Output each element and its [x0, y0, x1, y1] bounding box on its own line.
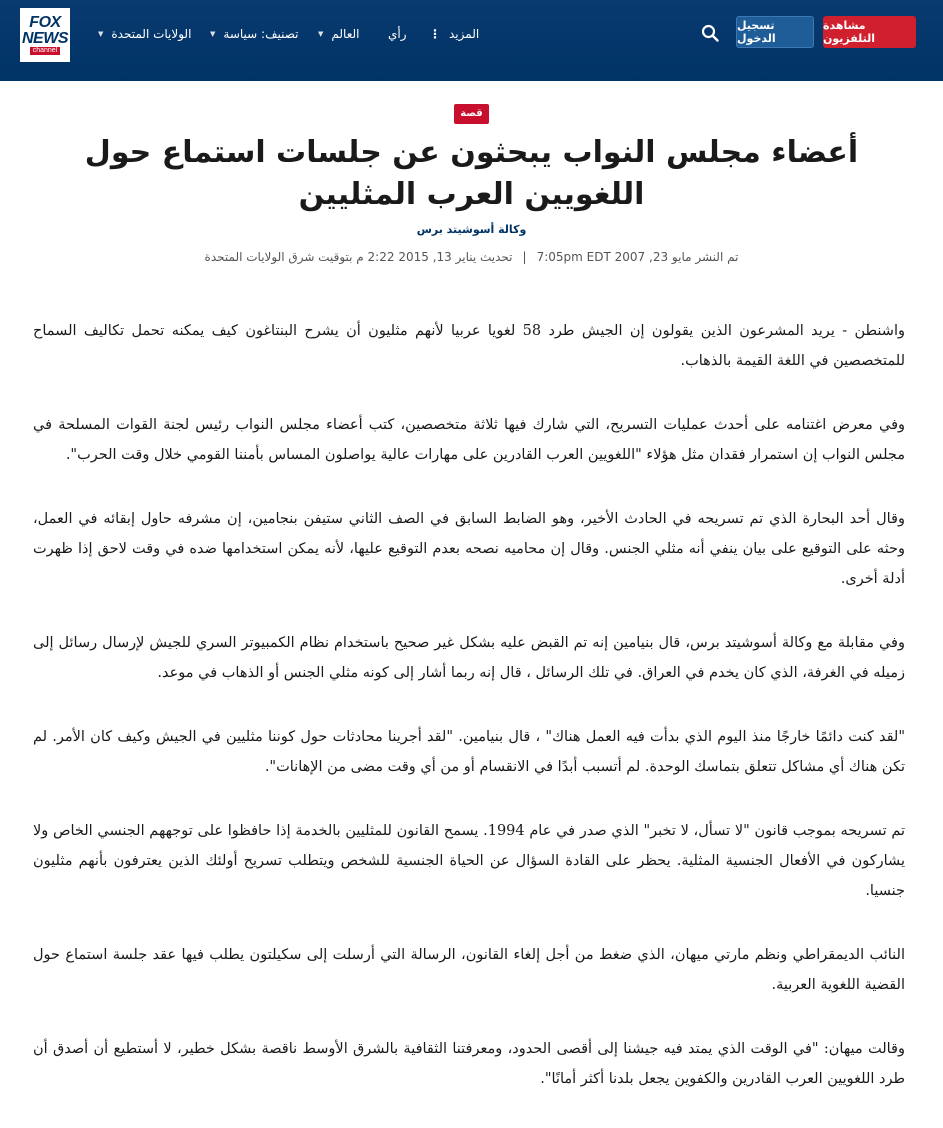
nav-item-world-label: العالم — [331, 27, 360, 41]
nav-item-opinion-label: رأي — [388, 27, 407, 41]
article-paragraph: وقال أحد البحارة الذي تم تسريحه في الحادث الأخير، وهو الضابط السابق في الصف الثاني ستيفن بنجامين، إن مشرفه حاول إبقائه في العمل، وحثه على التوقيع على بيان ينفي أنه مثلي الجنس. وقال إن محاميه نصحه بعدم التوقيع عليها، لأنه يمكن استخدامها ضده في وقت لاحق إذا ظهرت أدلة أخرى. — [33, 511, 905, 587]
article-paragraph: "لقد كنت دائمًا خارجًا منذ اليوم الذي بدأت فيه العمل هناك" ، قال بنيامين. "لقد أجرينا محادثات حول كوننا مثليين في الجيش وكيف كان الأمر. لم تكن هناك أي مشاكل تتعلق بتماسك الوحدة. لم أتسبب أبدًا في الانقسام أو من أي وقت مضى من الإهانات". — [33, 729, 905, 775]
article-header — [0, 81, 943, 264]
site-header — [0, 0, 943, 81]
updated-date: تحديث يناير 13, 2015 2:22 م بتوقيت شرق الولايات المتحدة — [204, 250, 513, 264]
article-paragraph: النائب الديمقراطي ونظم مارتي ميهان، الذي ضغط من أجل إلغاء القانون، الرسالة التي أرسلت إلى سكيلتون يطلب فيها عقد جلسة استماع حول القضية اللغوية العربية. — [33, 947, 905, 993]
article-paragraph: تم تسريحه بموجب قانون "لا تسأل، لا تخبر" الذي صدر في عام 1994. يسمح القانون للمثليين بالخدمة إذا حافظوا على توجههم الجنسي الخاص ولا يشاركون في الأفعال الجنسية المثلية. يحظر على القادة السؤال عن الحياة الجنسية للشخص ويتطلب تسريح أولئك الذين يعترفون بأنهم مثليون جنسيا. — [33, 823, 905, 899]
article-paragraph: وقالت ميهان: "في الوقت الذي يمتد فيه جيشنا إلى أقصى الحدود، ومعرفتنا الثقافية بالشرق الأوسط ناقصة بشكل خطير، لا أستطيع أن أصدق أن طرد اللغويين العرب القادرين والكفوين يجعل بلدنا أكثر أمانًا". — [33, 1041, 905, 1087]
nav-item-more[interactable] — [429, 24, 479, 44]
article-title: أعضاء مجلس النواب يبحثون عن جلسات استماع حول اللغويين العرب المثليين — [84, 135, 859, 212]
nav-item-us-label: الولايات المتحدة — [111, 27, 192, 41]
category-badge[interactable]: قصة — [454, 104, 488, 124]
nav-item-us[interactable] — [98, 24, 191, 44]
nav-item-politics-label: تصنيف: سياسة — [223, 27, 299, 41]
article-author[interactable]: وكالة أسوشيتد برس — [416, 223, 527, 236]
chevron-down-icon: ▼ — [98, 30, 104, 38]
nav-item-more-label: المزيد — [449, 27, 480, 41]
article-paragraph: وفي معرض اغتنامه على أحدث عمليات التسريح، التي شارك فيها ثلاثة متخصصين، كتب أعضاء مجلس النواب رئيس لجنة القوات المسلحة في مجلس النواب إن استمرار فقدان مثل هؤلاء "اللغويين العرب القادرين على مهارات عالية يواصلون المساس بأمننا القومي خلال وقت الحرب". — [33, 417, 905, 463]
search-icon[interactable] — [701, 24, 719, 42]
login-button[interactable]: تسجيل الدخول — [736, 16, 814, 48]
article-meta — [0, 250, 943, 264]
article-body — [33, 316, 905, 1128]
chevron-down-icon: ▼ — [210, 30, 216, 38]
more-dots-icon: ⋮ — [429, 27, 441, 41]
chevron-down-icon: ▼ — [318, 30, 324, 38]
logo-news: NEWS — [22, 30, 68, 47]
article-paragraph: وفي مقابلة مع وكالة أسوشيتد برس، قال بنيامين إنه تم القبض عليه بشكل غير صحيح باستخدام نظام الكمبيوتر السري للجيش لإرسال رسائل إلى زميله في الغرفة، الذي كان يخدم في العراق. في تلك الرسائل ، قال إنه ربما أشار إلى كونه مثلي الجنس أو الذهاب في موعد. — [33, 635, 905, 681]
published-date: تم النشر مايو 23, 2007 7:05pm EDT — [536, 250, 739, 264]
nav-item-world[interactable] — [318, 24, 359, 44]
article-paragraph: واشنطن - يريد المشرعون الذين يقولون إن الجيش طرد 58 لغويا عربيا لأنهم مثليون أن يشرح البنتاغون كيف يمكنه تحمل تكاليف السماح للمتخصصين في اللغة القيمة بالذهاب. — [33, 323, 905, 369]
meta-divider: | — [522, 250, 527, 264]
logo-fox: FOX — [29, 14, 61, 31]
logo-channel: channel — [30, 47, 61, 55]
nav-item-politics[interactable] — [210, 24, 298, 44]
nav-item-opinion[interactable] — [388, 24, 407, 44]
watch-tv-button[interactable]: مشاهدة التلفزيون — [823, 16, 916, 48]
fox-news-logo[interactable] — [20, 8, 70, 62]
